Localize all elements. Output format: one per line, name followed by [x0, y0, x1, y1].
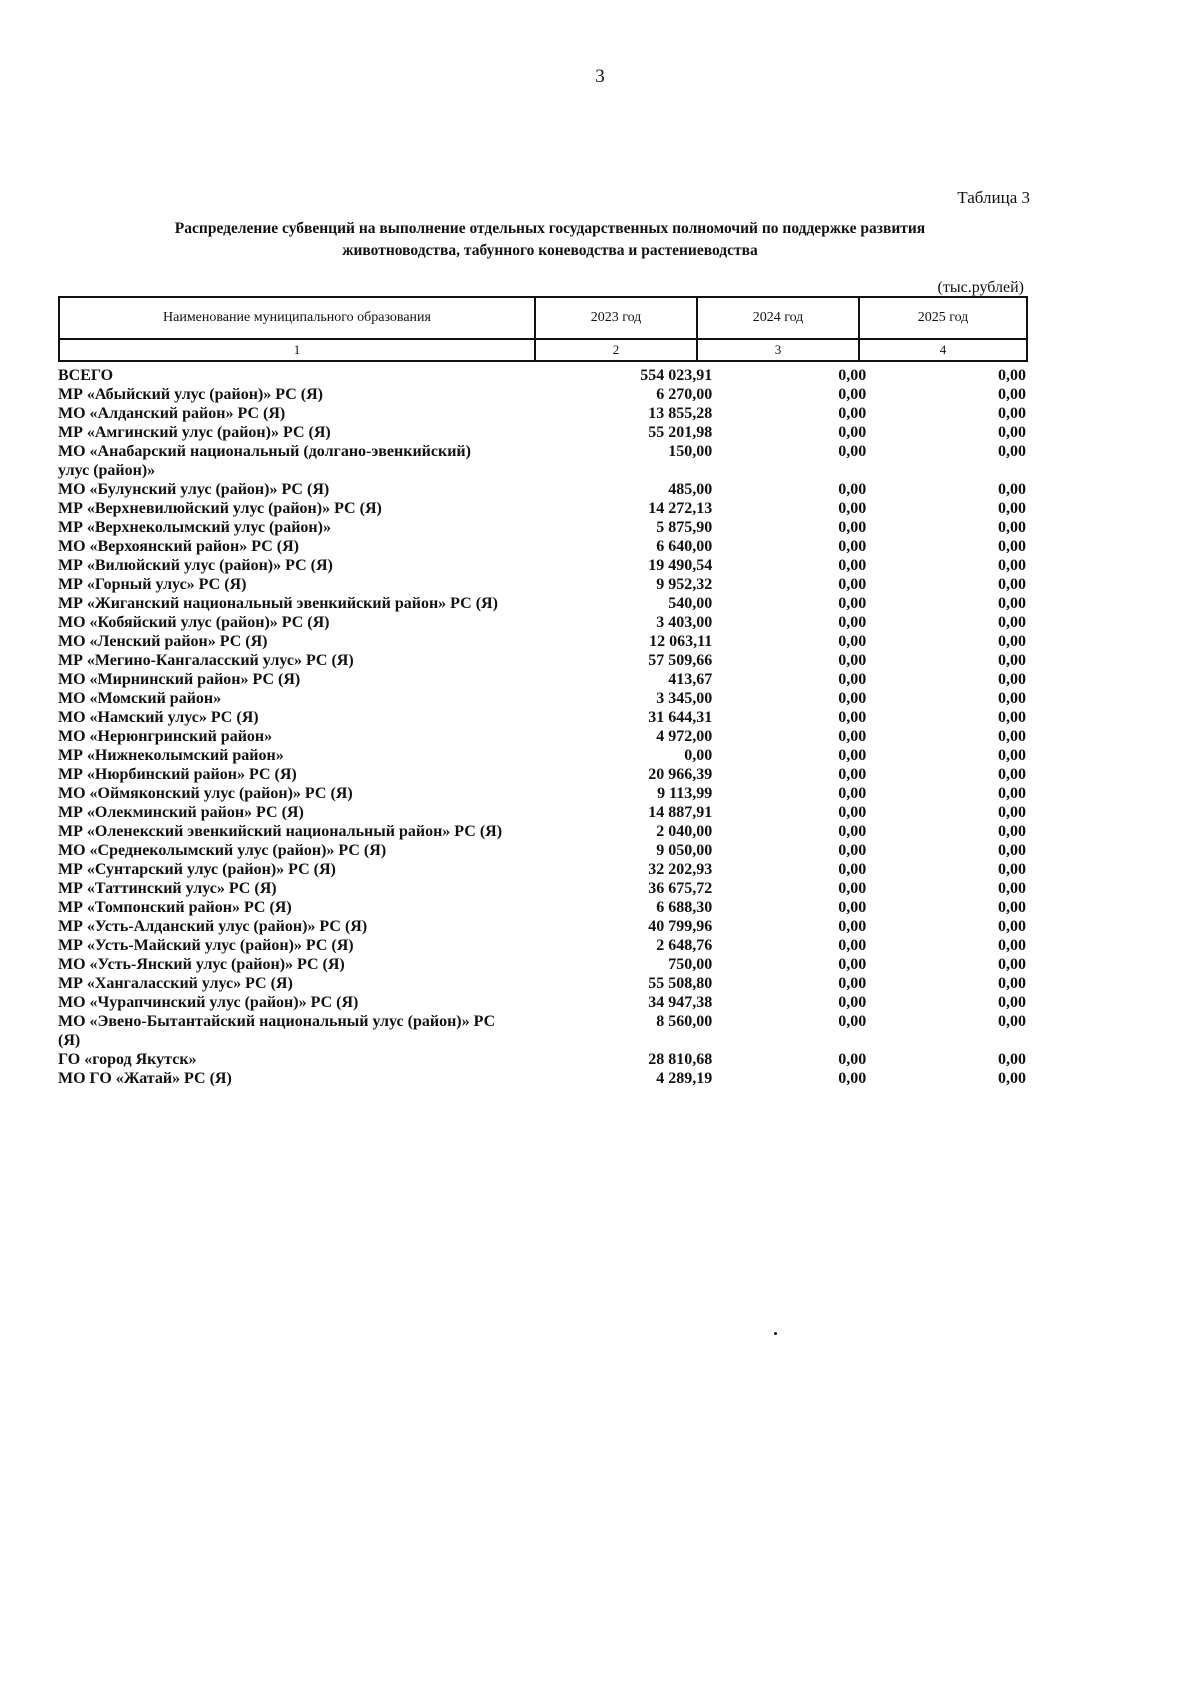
row-value-2023: 55 201,98	[648, 424, 713, 441]
row-value-2024: 0,00	[838, 424, 867, 441]
row-value-2023: 2 648,76	[656, 937, 713, 954]
row-value-2025: 0,00	[998, 671, 1027, 688]
row-name: МР «Амгинский улус (район)» РС (Я)	[58, 424, 331, 441]
row-value-2023: 750,00	[668, 956, 713, 973]
row-value-2025: 0,00	[998, 994, 1027, 1011]
row-value-2024: 0,00	[838, 785, 867, 802]
header-col-2024: 2024 год	[697, 297, 859, 339]
row-value-2023: 57 509,66	[648, 652, 713, 669]
table-row	[58, 860, 1026, 879]
row-value-2025: 0,00	[998, 595, 1027, 612]
page-number: 3	[595, 66, 605, 87]
row-value-2025: 0,00	[998, 443, 1027, 460]
row-value-2024: 0,00	[838, 880, 867, 897]
table-row	[58, 708, 1026, 727]
row-name: МО «Среднеколымский улус (район)» РС (Я)	[58, 842, 387, 859]
row-name: МО «Момский район»	[58, 690, 222, 707]
row-value-2023: 3 403,00	[656, 614, 713, 631]
header-number-row	[59, 339, 1027, 361]
header-col-2025: 2025 год	[859, 297, 1027, 339]
row-value-2024: 0,00	[838, 1013, 867, 1030]
row-value-2024: 0,00	[838, 709, 867, 726]
row-value-2023: 5 875,90	[656, 519, 713, 536]
row-value-2025: 0,00	[998, 785, 1027, 802]
table-row	[58, 936, 1026, 955]
row-name: МР «Нюрбинский район» РС (Я)	[58, 766, 297, 783]
row-value-2025: 0,00	[998, 557, 1027, 574]
row-name: МО «Оймяконский улус (район)» РС (Я)	[58, 785, 353, 802]
row-value-2023: 0,00	[684, 747, 713, 764]
row-name: МО «Мирнинский район» РС (Я)	[58, 671, 301, 688]
row-value-2023: 14 887,91	[648, 804, 713, 821]
header-num-2: 2	[535, 339, 697, 361]
row-name: МО «Верхоянский район» РС (Я)	[58, 538, 300, 555]
row-name: МО «Усть-Янский улус (район)» РС (Я)	[58, 956, 345, 973]
table-row	[58, 499, 1026, 518]
row-value-2024: 0,00	[838, 652, 867, 669]
table-row	[58, 480, 1026, 499]
row-value-2024: 0,00	[838, 633, 867, 650]
row-value-2025: 0,00	[998, 1051, 1027, 1068]
row-value-2023: 14 272,13	[648, 500, 713, 517]
header-col-name: Наименование муниципального образования	[59, 297, 535, 339]
row-name: МО ГО «Жатай» РС (Я)	[58, 1070, 232, 1087]
row-name: МР «Томпонский район» РС (Я)	[58, 899, 292, 916]
row-name: МО «Чурапчинский улус (район)» РС (Я)	[58, 994, 359, 1011]
row-value-2023: 4 972,00	[656, 728, 713, 745]
row-value-2024: 0,00	[838, 842, 867, 859]
row-name: МР «Хангаласский улус» РС (Я)	[58, 975, 293, 992]
row-value-2023: 32 202,93	[648, 861, 713, 878]
header-col-2023: 2023 год	[535, 297, 697, 339]
table-row	[58, 784, 1026, 803]
row-name: МР «Сунтарский улус (район)» РС (Я)	[58, 861, 336, 878]
table-row	[58, 366, 1026, 385]
row-value-2023: 9 952,32	[656, 576, 713, 593]
table-row	[58, 556, 1026, 575]
row-value-2023: 6 688,30	[656, 899, 713, 916]
row-value-2024: 0,00	[838, 899, 867, 916]
row-value-2023: 540,00	[668, 595, 713, 612]
row-name: ГО «город Якутск»	[58, 1051, 197, 1068]
row-value-2023: 2 040,00	[656, 823, 713, 840]
row-name: МР «Мегино-Кангаласский улус» РС (Я)	[58, 652, 354, 669]
row-name: ВСЕГО	[58, 367, 114, 384]
row-value-2023: 554 023,91	[640, 367, 713, 384]
row-value-2024: 0,00	[838, 386, 867, 403]
row-value-2024: 0,00	[838, 614, 867, 631]
row-value-2025: 0,00	[998, 728, 1027, 745]
row-value-2025: 0,00	[998, 956, 1027, 973]
table-row	[58, 993, 1026, 1012]
row-value-2025: 0,00	[998, 709, 1027, 726]
table-label: Таблица 3	[957, 188, 1030, 207]
row-value-2025: 0,00	[998, 880, 1027, 897]
table-row	[58, 1069, 1026, 1088]
row-value-2023: 6 640,00	[656, 538, 713, 555]
row-value-2025: 0,00	[998, 405, 1027, 422]
row-name: МР «Верхневилюйский улус (район)» РС (Я)	[58, 500, 382, 517]
table-row	[58, 879, 1026, 898]
row-value-2024: 0,00	[838, 519, 867, 536]
table-header	[58, 296, 1028, 362]
table-title	[100, 218, 1000, 262]
row-value-2023: 40 799,96	[648, 918, 713, 935]
row-value-2025: 0,00	[998, 1070, 1027, 1087]
table-row	[58, 746, 1026, 765]
row-value-2024: 0,00	[838, 481, 867, 498]
row-value-2024: 0,00	[838, 804, 867, 821]
table-row	[58, 594, 1026, 613]
table-row	[58, 423, 1026, 442]
row-value-2025: 0,00	[998, 386, 1027, 403]
table-row	[58, 404, 1026, 423]
row-value-2024: 0,00	[838, 766, 867, 783]
table-row	[58, 385, 1026, 404]
table-row	[58, 442, 1026, 480]
row-value-2023: 12 063,11	[649, 633, 713, 650]
table-row	[58, 898, 1026, 917]
header-num-1: 1	[59, 339, 535, 361]
row-value-2025: 0,00	[998, 500, 1027, 517]
row-value-2024: 0,00	[838, 823, 867, 840]
row-value-2023: 34 947,38	[648, 994, 713, 1011]
row-value-2024: 0,00	[838, 595, 867, 612]
row-value-2024: 0,00	[838, 747, 867, 764]
row-value-2024: 0,00	[838, 956, 867, 973]
row-value-2025: 0,00	[998, 652, 1027, 669]
header-num-4: 4	[859, 339, 1027, 361]
table-row	[58, 537, 1026, 556]
row-value-2023: 485,00	[668, 481, 713, 498]
row-value-2023: 28 810,68	[648, 1051, 713, 1068]
row-value-2024: 0,00	[838, 937, 867, 954]
row-value-2024: 0,00	[838, 443, 867, 460]
row-value-2024: 0,00	[838, 405, 867, 422]
row-name: МО «Эвено-Бытантайский национальный улус (район)» РС (Я)	[58, 1013, 496, 1049]
row-name: МР «Абыйский улус (район)» РС (Я)	[58, 386, 323, 403]
row-value-2024: 0,00	[838, 994, 867, 1011]
table-row	[58, 917, 1026, 936]
row-value-2025: 0,00	[998, 690, 1027, 707]
row-value-2024: 0,00	[838, 1051, 867, 1068]
row-name: МР «Оленекский эвенкийский национальный район» РС (Я)	[58, 823, 503, 840]
row-value-2024: 0,00	[838, 367, 867, 384]
table-row	[58, 651, 1026, 670]
stray-dot	[774, 1332, 777, 1335]
row-value-2025: 0,00	[998, 975, 1027, 992]
table-row	[58, 1012, 1026, 1050]
row-value-2024: 0,00	[838, 728, 867, 745]
row-name: МР «Усть-Алданский улус (район)» РС (Я)	[58, 918, 368, 935]
table-row	[58, 803, 1026, 822]
title-line-1: Распределение субвенций на выполнение отдельных государственных полномочий по поддержке развития	[174, 220, 926, 237]
table-row	[58, 765, 1026, 784]
row-value-2025: 0,00	[998, 538, 1027, 555]
row-value-2025: 0,00	[998, 766, 1027, 783]
row-name: МР «Вилюйский улус (район)» РС (Я)	[58, 557, 333, 574]
row-value-2024: 0,00	[838, 918, 867, 935]
row-value-2023: 3 345,00	[656, 690, 713, 707]
row-value-2023: 150,00	[668, 443, 713, 460]
row-value-2025: 0,00	[998, 842, 1027, 859]
table-body	[58, 366, 1026, 1088]
table-row	[58, 955, 1026, 974]
row-value-2023: 4 289,19	[656, 1070, 713, 1087]
row-value-2025: 0,00	[998, 367, 1027, 384]
table-row	[58, 974, 1026, 993]
row-value-2024: 0,00	[838, 861, 867, 878]
row-value-2024: 0,00	[838, 576, 867, 593]
row-name: МО «Намский улус» РС (Я)	[58, 709, 259, 726]
row-name: МО «Кобяйский улус (район)» РС (Я)	[58, 614, 330, 631]
row-value-2023: 55 508,80	[648, 975, 713, 992]
row-value-2025: 0,00	[998, 519, 1027, 536]
row-name: МО «Анабарский национальный (долгано-эвенкийский) улус (район)»	[58, 443, 471, 479]
row-value-2024: 0,00	[838, 975, 867, 992]
row-name: МО «Ленский район» РС (Я)	[58, 633, 268, 650]
table-row	[58, 841, 1026, 860]
table-row	[58, 518, 1026, 537]
header-row	[59, 297, 1027, 339]
row-value-2025: 0,00	[998, 823, 1027, 840]
row-value-2024: 0,00	[838, 500, 867, 517]
row-value-2024: 0,00	[838, 671, 867, 688]
row-name: МР «Жиганский национальный эвенкийский район» РС (Я)	[58, 595, 498, 612]
table-row	[58, 575, 1026, 594]
row-value-2025: 0,00	[998, 614, 1027, 631]
row-value-2023: 6 270,00	[656, 386, 713, 403]
table-row	[58, 632, 1026, 651]
row-value-2025: 0,00	[998, 633, 1027, 650]
row-name: МО «Алданский район» РС (Я)	[58, 405, 286, 422]
row-value-2025: 0,00	[998, 918, 1027, 935]
row-value-2025: 0,00	[998, 937, 1027, 954]
row-value-2025: 0,00	[998, 899, 1027, 916]
row-name: МР «Таттинский улус» РС (Я)	[58, 880, 277, 897]
row-name: МР «Олекминский район» РС (Я)	[58, 804, 304, 821]
row-name: МР «Усть-Майский улус (район)» РС (Я)	[58, 937, 354, 954]
row-name: МР «Горный улус» РС (Я)	[58, 576, 247, 593]
row-value-2025: 0,00	[998, 576, 1027, 593]
row-value-2024: 0,00	[838, 557, 867, 574]
row-value-2024: 0,00	[838, 1070, 867, 1087]
row-value-2023: 413,67	[668, 671, 713, 688]
table-row	[58, 670, 1026, 689]
table-row	[58, 689, 1026, 708]
row-value-2025: 0,00	[998, 424, 1027, 441]
row-value-2024: 0,00	[838, 538, 867, 555]
row-value-2023: 13 855,28	[648, 405, 713, 422]
row-name: МР «Верхнеколымский улус (район)»	[58, 519, 331, 536]
header-num-3: 3	[697, 339, 859, 361]
row-value-2023: 9 050,00	[656, 842, 713, 859]
row-value-2023: 36 675,72	[648, 880, 713, 897]
row-value-2023: 8 560,00	[656, 1013, 713, 1030]
row-value-2023: 20 966,39	[648, 766, 713, 783]
row-value-2023: 31 644,31	[648, 709, 713, 726]
row-value-2024: 0,00	[838, 690, 867, 707]
row-value-2025: 0,00	[998, 1013, 1027, 1030]
row-name: МО «Булунский улус (район)» РС (Я)	[58, 481, 330, 498]
title-line-2: животноводства, табунного коневодства и растениеводства	[342, 242, 758, 259]
row-name: МО «Нерюнгринский район»	[58, 728, 273, 745]
table-row	[58, 822, 1026, 841]
row-value-2023: 9 113,99	[657, 785, 713, 802]
row-value-2025: 0,00	[998, 747, 1027, 764]
row-name: МР «Нижнеколымский район»	[58, 747, 284, 764]
row-value-2025: 0,00	[998, 861, 1027, 878]
units-label: (тыс.рублей)	[937, 279, 1024, 296]
table-row	[58, 613, 1026, 632]
table-row	[58, 1050, 1026, 1069]
row-value-2025: 0,00	[998, 804, 1027, 821]
row-value-2025: 0,00	[998, 481, 1027, 498]
table-row	[58, 727, 1026, 746]
row-value-2023: 19 490,54	[648, 557, 713, 574]
